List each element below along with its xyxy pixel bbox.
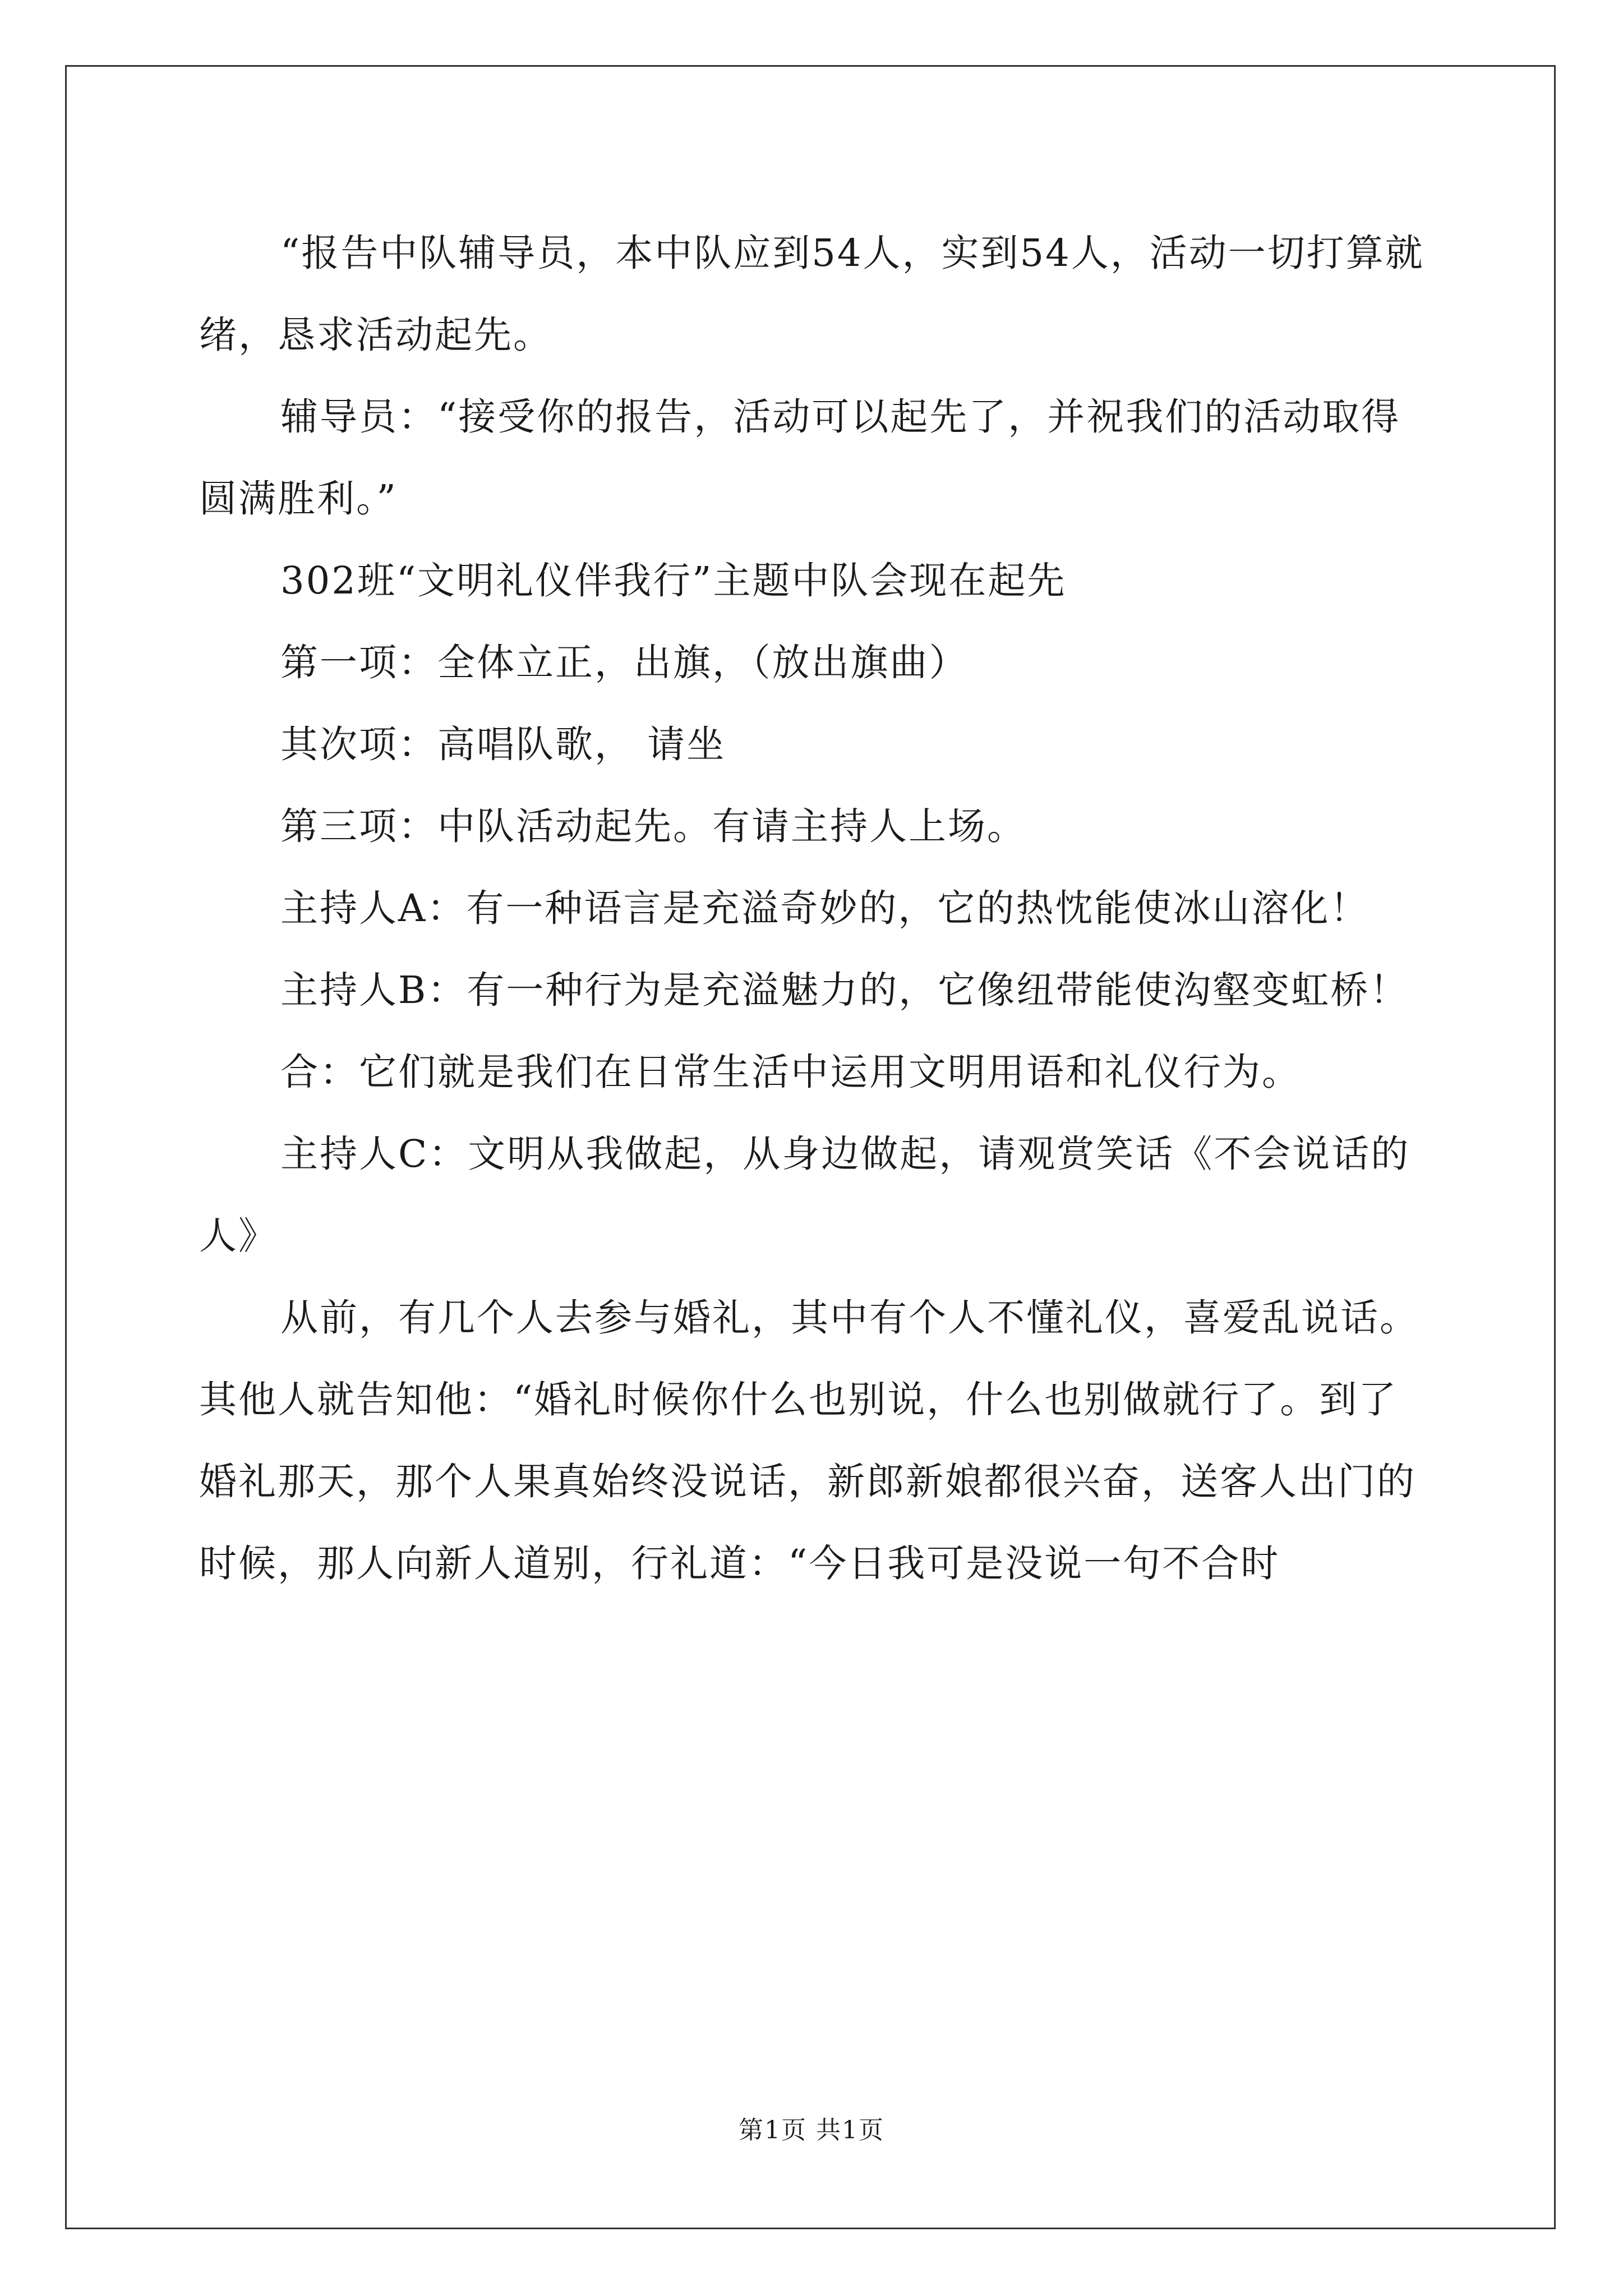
paragraph-item-one: 第一项：全体立正，出旗，（放出旗曲） — [280, 641, 969, 684]
paragraph-together: 合：它们就是我们在日常生活中运用文明用语和礼仪行为。 — [280, 1050, 1301, 1094]
paragraph-item-three: 第三项：中队活动起先。有请主持人上场。 — [280, 804, 1026, 848]
paragraph-item-two: 其次项：高唱队歌， 请坐 — [280, 723, 726, 766]
paragraph-counselor-reply: 辅导员：“接受你的报告，活动可以起先了，并祝我们的活动取得圆满胜利。” — [199, 395, 1401, 521]
paragraph-host-c: 主持人C：文明从我做起，从身边做起，请观赏笑话《不会说话的人》 — [199, 1132, 1410, 1258]
paragraph-story: 从前，有几个人去参与婚礼，其中有个人不懂礼仪，喜爱乱说话。其他人就告知他：“婚礼时候你什么也别说，什么也别做就行了。到了婚礼那天，那个人果真始终没说话，新郎新娘都很兴奋，送客人出门的时候，那人向新人道别，行礼道：“今日我可是没说一句不合时 — [199, 1296, 1419, 1585]
paragraph-report: “报告中队辅导员，本中队应到54人，实到54人，活动一切打算就绪，恳求活动起先。 — [199, 231, 1424, 357]
paragraph-meeting-start: 302班“文明礼仪伴我行”主题中队会现在起先 — [280, 559, 1067, 602]
paragraph-host-a: 主持人A：有一种语言是充溢奇妙的，它的热忱能使冰山溶化！ — [280, 886, 1370, 930]
paragraph-host-b: 主持人B：有一种行为是充溢魅力的，它像纽带能使沟壑变虹桥！ — [280, 968, 1409, 1012]
page-footer: 第1页 共1页 — [739, 2116, 884, 2145]
document-body — [199, 212, 1424, 1604]
